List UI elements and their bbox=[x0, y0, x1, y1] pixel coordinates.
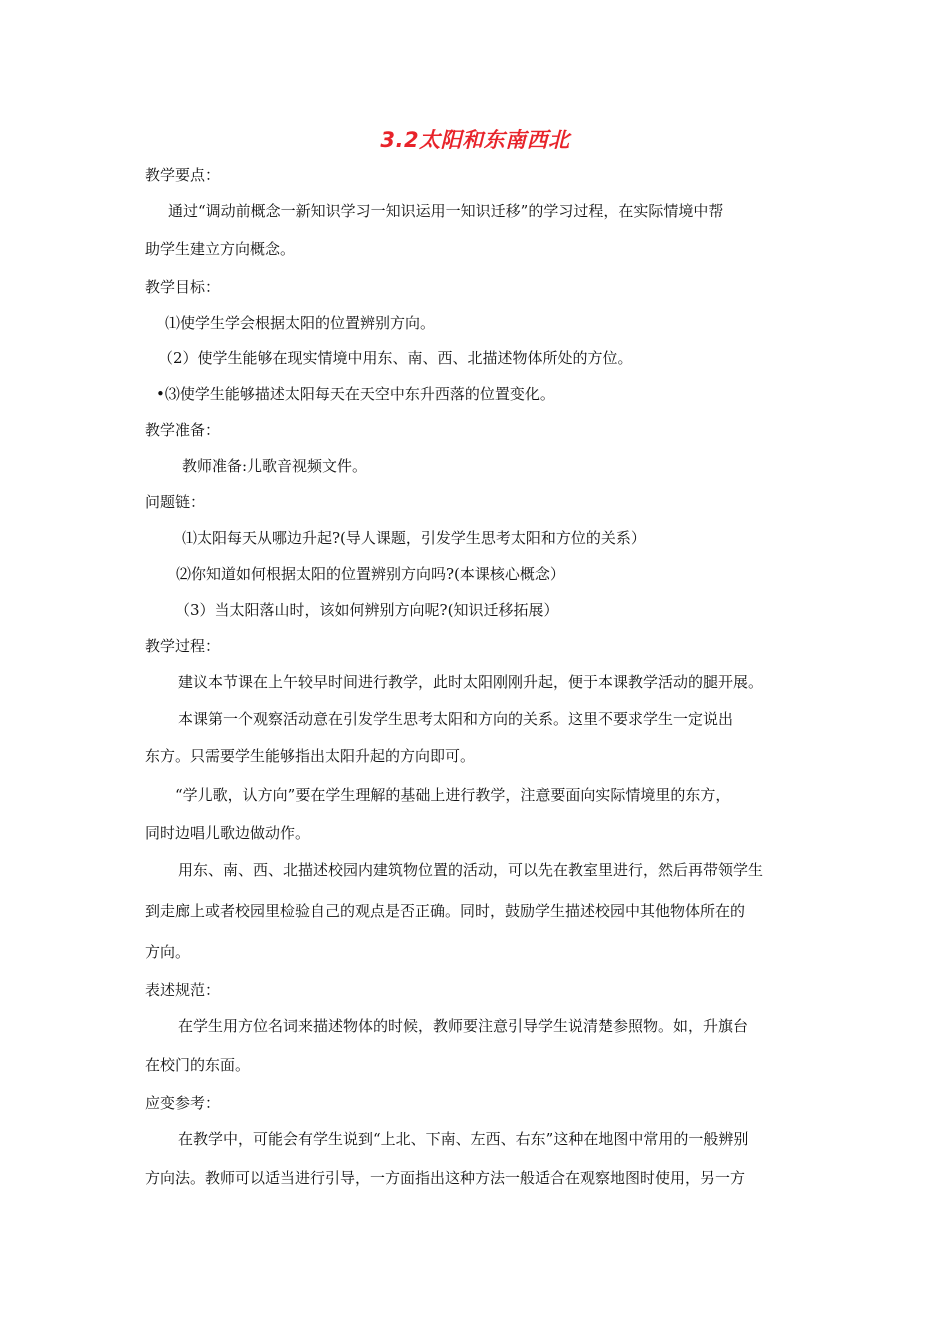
paragraph-line: 方向。 bbox=[145, 943, 191, 961]
paragraph-line: 在学生用方位名词来描述物体的时候，教师要注意引导学生说清楚参照物。如，升旗台 bbox=[178, 1017, 749, 1035]
paragraph-line: 助学生建立方向概念。 bbox=[145, 240, 296, 258]
paragraph-line: 教师准备:儿歌音视频文件。 bbox=[182, 457, 368, 475]
section-heading-contingency: 应变参考： bbox=[145, 1094, 221, 1112]
paragraph-line: 到走廊上或者校园里检验自己的观点是否正确。同时，鼓励学生描述校园中其他物体所在的 bbox=[145, 902, 746, 920]
paragraph-line: 东方。只需要学生能够指出太阳升起的方向即可。 bbox=[145, 747, 476, 765]
section-heading-preparation: 教学准备： bbox=[145, 421, 221, 439]
paragraph-line: 在校门的东面。 bbox=[145, 1056, 251, 1074]
section-heading-question-chain: 问题链： bbox=[145, 493, 206, 511]
paragraph-line: 同时边唱儿歌边做动作。 bbox=[145, 824, 311, 842]
paragraph-line: “学儿歌，认方向”要在学生理解的基础上进行教学，注意要面向实际情境里的东方， bbox=[175, 786, 731, 804]
list-item: ⑴太阳每天从哪边升起?(导人课题，引发学生思考太阳和方位的关系） bbox=[182, 529, 646, 547]
paragraph-line: 方向法。教师可以适当进行引导，一方面指出这种方法一般适合在观察地图时使用，另一方 bbox=[145, 1169, 746, 1187]
paragraph-line: 在教学中，可能会有学生说到“上北、下南、左西、右东”这种在地图中常用的一般辨别 bbox=[178, 1130, 749, 1148]
section-heading-objectives: 教学目标： bbox=[145, 278, 221, 296]
list-item: ⑵你知道如何根据太阳的位置辨别方向吗?(本课核心概念） bbox=[176, 565, 565, 583]
paragraph-line: 本课第一个观察活动意在引发学生思考太阳和方向的关系。这里不要求学生一定说出 bbox=[178, 710, 734, 728]
list-item: ⑴使学生学会根据太阳的位置辨别方向。 bbox=[165, 314, 436, 332]
list-item: （2）使学生能够在现实情境中用东、南、西、北描述物体所处的方位。 bbox=[158, 349, 633, 367]
section-heading-key-points: 教学要点： bbox=[145, 166, 221, 184]
paragraph-line: 建议本节课在上午较早时间进行教学，此时太阳刚刚升起，便于本课教学活动的腿开展。 bbox=[178, 673, 764, 691]
section-heading-process: 教学过程： bbox=[145, 637, 221, 655]
paragraph-line: 用东、南、西、北描述校园内建筑物位置的活动，可以先在教室里进行，然后再带领学生 bbox=[178, 861, 764, 879]
section-heading-expression: 表述规范： bbox=[145, 981, 221, 999]
list-item: （3）当太阳落山时，该如何辨别方向呢?(知识迁移拓展） bbox=[175, 601, 559, 619]
document-title: 3.2太阳和东南西北 bbox=[380, 128, 570, 152]
paragraph-line: 通过“调动前概念一新知识学习一知识运用一知识迁移”的学习过程，在实际情境中帮 bbox=[168, 202, 724, 220]
list-item: •⑶使学生能够描述太阳每天在天空中东升西落的位置变化。 bbox=[156, 385, 555, 403]
